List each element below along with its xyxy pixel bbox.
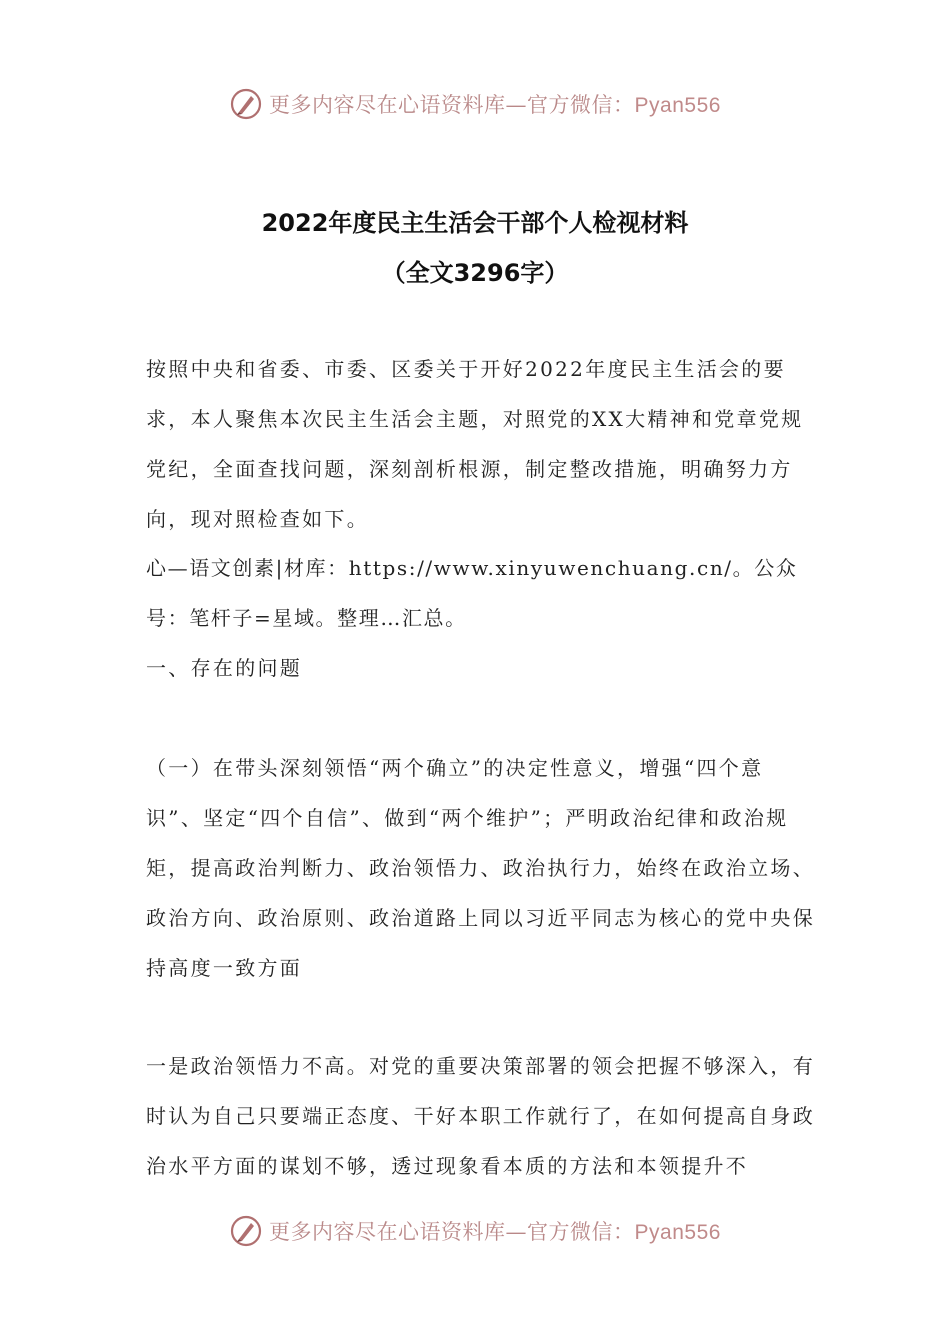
document-subtitle: （全文3296字） bbox=[381, 259, 569, 287]
pen-circle-icon bbox=[229, 1214, 263, 1248]
watermark-text: 更多内容尽在心语资料库—官方微信：Pyan556 bbox=[269, 1220, 721, 1244]
watermark-id: Pyan556 bbox=[634, 1221, 721, 1244]
intro-paragraph: 按照中央和省委、市委、区委关于开好2022年度民主生活会的要求，本人聚焦本次民主生活会主题，对照党的XX大精神和党章党规党纪，全面查找问题，深刻剖析根源，制定整改措施，明确努力方向，现对照检查如下。 bbox=[146, 357, 804, 531]
source-note-paragraph: 心—语文创素|材库：https://www.xinyuwenchuang.cn/。公众号：笔杆子=星域。整理…汇总。 bbox=[146, 556, 798, 630]
document-title: 2022年度民主生活会干部个人检视材料 bbox=[261, 209, 689, 237]
watermark-footer bbox=[0, 1211, 950, 1251]
subsection-paragraph: （一）在带头深刻领悟“两个确立”的决定性意义，增强“四个意识”、坚定“四个自信”、做到“两个维护”；严明政治纪律和政治规矩，提高政治判断力、政治领悟力、政治执行力，始终在政治立场、政治方向、政治原则、政治道路上同以习近平同志为核心的党中央保持高度一致方面 bbox=[146, 756, 815, 980]
point-paragraph: 一是政治领悟力不高。对党的重要决策部署的领会把握不够深入，有时认为自己只要端正态度、干好本职工作就行了，在如何提高自身政治水平方面的谋划不够，透过现象看本质的方法和本领提升不 bbox=[146, 1054, 815, 1178]
section-heading: 一、存在的问题 bbox=[146, 656, 303, 680]
watermark-header bbox=[0, 84, 950, 124]
watermark-text: 更多内容尽在心语资料库—官方微信：Pyan556 bbox=[269, 93, 721, 117]
pen-circle-icon bbox=[229, 87, 263, 121]
watermark-id: Pyan556 bbox=[634, 94, 721, 117]
